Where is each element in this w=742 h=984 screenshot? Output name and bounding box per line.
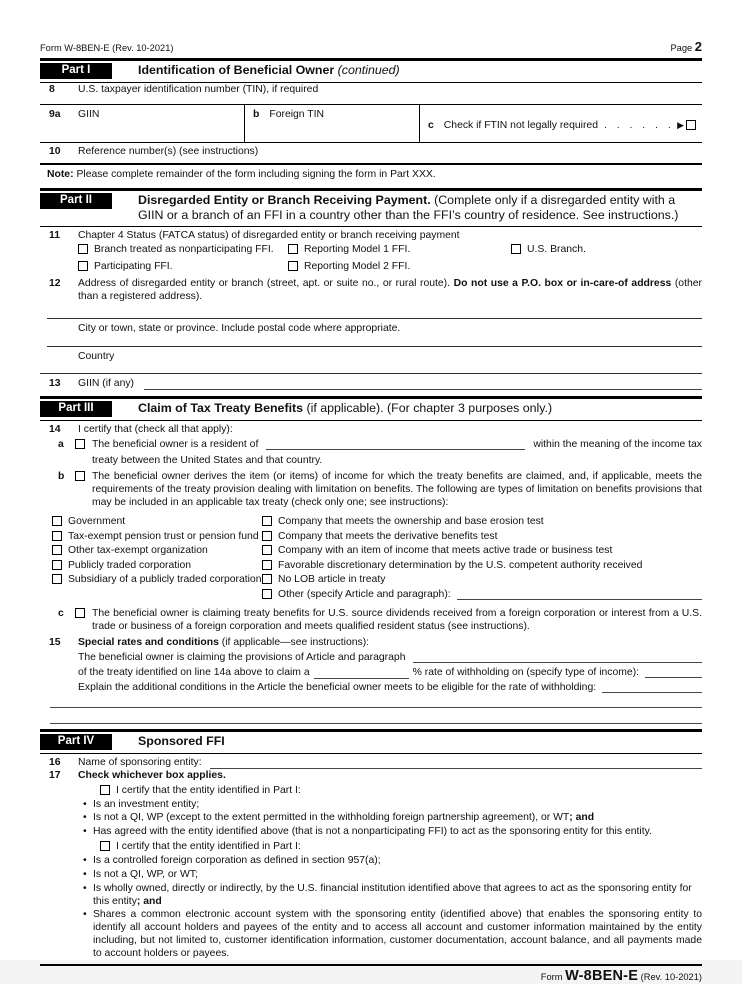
rate-input-line[interactable]	[314, 667, 409, 679]
option-label: Company that meets the ownership and base erosion test	[278, 516, 544, 527]
part1-title-text: Identification of Beneficial Owner	[138, 63, 335, 77]
part1-header	[40, 61, 702, 83]
line14c-text: The beneficial owner is claiming treaty benefits for U.S. source dividends received from a foreign corporation or interest from a U.S. trade or business of a foreign corporation and meets qualified resident status (see instructions).	[92, 607, 702, 632]
lob-no-lob-article[interactable]	[262, 573, 702, 588]
certify-2-text: I certify that the entity identified in Part I:	[116, 841, 301, 853]
line11	[40, 227, 702, 277]
option-label: U.S. Branch.	[527, 244, 586, 255]
line14-number: 14	[49, 424, 61, 435]
bullet-item	[83, 908, 702, 960]
address-input-line[interactable]	[47, 303, 702, 319]
part4-header	[40, 732, 702, 754]
giin-input-line[interactable]	[144, 378, 702, 390]
line9c-number: c	[428, 119, 434, 131]
bullet-item	[83, 882, 702, 908]
bullet-icon: •	[83, 812, 87, 824]
option-label: Government	[68, 516, 126, 527]
part2-title-text: Disregarded Entity or Branch Receiving Payment.	[138, 193, 431, 207]
checkbox-certify-2[interactable]	[100, 841, 110, 851]
part2-header	[40, 191, 702, 227]
lob-publicly-traded[interactable]	[52, 559, 262, 574]
country-label: Country	[78, 351, 115, 362]
line8-number: 8	[49, 84, 55, 95]
line17-number: 17	[49, 769, 61, 781]
option-label: Company that meets the derivative benefits test	[278, 530, 498, 542]
note-label: Note:	[47, 169, 74, 180]
city-label: City or town, state or province. Include postal code where appropriate.	[78, 323, 401, 334]
line15-row3-text: Explain the additional conditions in the Article the beneficial owner meets to be eligible for the rate of withholding:	[78, 681, 597, 693]
lob-options	[40, 515, 702, 603]
bullet-text: Is not a QI, WP, or WT;	[93, 868, 198, 880]
line14a-letter: a	[58, 439, 64, 450]
checkbox[interactable]	[288, 261, 298, 271]
lob-pension[interactable]	[52, 530, 262, 545]
part1-title-note: (continued)	[337, 63, 400, 77]
conditions-input-line-2[interactable]	[50, 707, 702, 708]
income-type-input-line[interactable]	[645, 666, 702, 678]
city-input-row[interactable]	[47, 319, 702, 347]
line11-number: 11	[49, 230, 60, 241]
bullet-icon: •	[83, 882, 87, 894]
option-label: Tax-exempt pension trust or pension fund	[68, 530, 259, 542]
line15-title	[78, 636, 702, 649]
lob-derivative-benefits[interactable]	[262, 530, 702, 545]
line9c-label: Check if FTIN not legally required	[443, 119, 598, 131]
option-label: Reporting Model 1 FFI.	[304, 244, 411, 255]
part2-title	[138, 193, 702, 223]
lob-active-trade[interactable]	[262, 544, 702, 559]
line9a-number: 9a	[49, 109, 61, 120]
page-indicator	[670, 40, 702, 55]
page-header	[40, 40, 702, 55]
line15-row3	[78, 679, 702, 694]
option-reporting-model2[interactable]	[288, 260, 511, 273]
part3-title-note: (if applicable). (For chapter 3 purposes only.)	[303, 401, 553, 415]
line14c	[40, 607, 702, 633]
option-label: Branch treated as nonparticipating FFI.	[94, 244, 274, 255]
checkbox-14a[interactable]	[75, 439, 85, 449]
footer-form-word: Form	[540, 971, 563, 982]
bullet-text: Shares a common electronic account system with the sponsoring entity (identified above) that enables the sponsoring entity to identify all account holders and payees of the entity and to access all account and customer information maintained by the entity including, but not limited to, customer identification information, customer documentation, account balance, and all payments made to account holders or payees.	[93, 908, 702, 959]
line12-text-bold: Do not use a P.O. box or in-care-of address	[453, 278, 672, 289]
line17	[40, 769, 702, 960]
checkbox[interactable]	[262, 516, 272, 526]
line14	[40, 421, 702, 436]
option-participating-ffi[interactable]	[78, 260, 288, 273]
line9b-number: b	[253, 109, 260, 120]
line15-title-bold: Special rates and conditions	[78, 636, 219, 648]
line13	[40, 374, 702, 394]
footer-revision: (Rev. 10-2021)	[640, 971, 702, 982]
checkbox[interactable]	[52, 560, 62, 570]
certify-option-1[interactable]	[100, 784, 702, 798]
bullet-text: Is wholly owned, directly or indirectly, by the U.S. financial institution identified above that agrees to act as the sponsoring entity for this entity; and	[93, 882, 692, 907]
lob-other-input-line[interactable]	[457, 588, 702, 600]
note-text: Please complete remainder of the form including signing the form in Part XXX.	[76, 169, 436, 180]
checkbox[interactable]	[262, 545, 272, 555]
conditions-input-line[interactable]	[602, 681, 702, 693]
line11-label: Chapter 4 Status (FATCA status) of disregarded entity or branch receiving payment	[78, 230, 460, 241]
line9c-check-group	[677, 119, 696, 132]
line9-row	[40, 105, 702, 143]
line15-number: 15	[49, 636, 61, 648]
line12-number: 12	[49, 278, 61, 289]
lob-other-tax-exempt[interactable]	[52, 544, 262, 559]
line13-number: 13	[49, 378, 61, 389]
line9a-cell[interactable]	[40, 105, 245, 142]
option-label: Reporting Model 2 FFI.	[304, 261, 411, 272]
certify-1-text: I certify that the entity identified in Part I:	[116, 784, 301, 796]
line14a	[40, 438, 702, 467]
checkbox[interactable]	[262, 574, 272, 584]
checkbox-14c[interactable]	[75, 608, 85, 618]
checkbox[interactable]	[52, 545, 62, 555]
checkbox[interactable]	[52, 531, 62, 541]
line15-row1	[78, 649, 702, 664]
part4-title-text: Sponsored FFI	[138, 733, 225, 748]
line16	[40, 754, 702, 769]
line10	[40, 143, 702, 165]
line9b-cell[interactable]	[245, 105, 420, 142]
line14a-text-after: within the meaning of the income tax	[533, 439, 702, 450]
line15-row2	[78, 664, 702, 679]
checkbox[interactable]	[52, 574, 62, 584]
line14c-letter: c	[58, 607, 64, 619]
option-label: Participating FFI.	[94, 261, 173, 272]
option-label: Other (specify Article and paragraph):	[278, 588, 451, 600]
checkbox-ftin-not-required[interactable]	[686, 120, 696, 130]
checkbox[interactable]	[52, 516, 62, 526]
checkbox[interactable]	[262, 589, 272, 599]
conditions-input-line-3[interactable]	[50, 723, 702, 724]
part4-title	[138, 734, 225, 749]
note-row	[40, 165, 702, 181]
bullet-icon: •	[83, 868, 87, 880]
checkbox[interactable]	[511, 244, 521, 254]
line9a-label: GIIN	[78, 109, 100, 120]
bullet-item	[83, 811, 702, 825]
bullet-text: Is an investment entity;	[93, 798, 200, 810]
line14a-text-line2: treaty between the United States and that country.	[92, 455, 323, 466]
option-us-branch[interactable]	[511, 243, 702, 256]
line9c-cell	[420, 105, 702, 142]
footer-form-name: W-8BEN-E	[565, 967, 639, 984]
checkbox[interactable]	[288, 244, 298, 254]
bullet-item	[83, 798, 702, 812]
line13-label: GIIN (if any)	[78, 378, 135, 389]
line14b-letter: b	[58, 471, 65, 482]
option-reporting-model1[interactable]	[288, 243, 511, 256]
checkbox-14b[interactable]	[75, 471, 85, 481]
checkbox[interactable]	[78, 244, 88, 254]
checkbox[interactable]	[78, 261, 88, 271]
bullet-icon: •	[83, 855, 87, 867]
lob-subsidiary[interactable]	[52, 573, 262, 588]
line11-options	[78, 243, 702, 277]
line14a-text: The beneficial owner is a resident of	[92, 439, 259, 450]
line12-text: Address of disregarded entity or branch (street, apt. or suite no., or rural route).	[78, 278, 454, 289]
line14-label: I certify that (check all that apply):	[78, 424, 233, 435]
part4-badge: Part IV	[40, 734, 112, 750]
line15	[40, 636, 702, 694]
part3-badge: Part III	[40, 401, 112, 417]
article-paragraph-input-line[interactable]	[413, 651, 702, 663]
line15-title-rest: (if applicable—see instructions):	[218, 636, 370, 648]
line12-label	[78, 277, 702, 303]
line10-number: 10	[49, 146, 61, 157]
part3-title-text: Claim of Tax Treaty Benefits	[138, 401, 304, 415]
line15-row2-text-a: of the treaty identified on line 14a above to claim a	[78, 666, 310, 678]
option-label: Favorable discretionary determination by the U.S. competent authority received	[278, 559, 643, 571]
form-reference: Form W-8BEN-E (Rev. 10-2021)	[40, 43, 174, 53]
option-label: Other tax-exempt organization	[68, 545, 208, 557]
dotted-leader: . . . . . .	[603, 119, 671, 131]
lob-favorable-determination[interactable]	[262, 559, 702, 574]
line12-text: (other than a registered address).	[78, 278, 702, 302]
part3-header	[40, 399, 702, 421]
part1-title	[138, 63, 400, 78]
bullet-text: Is a controlled foreign corporation as defined in section 957(a);	[93, 855, 381, 867]
part2-title-note: (Complete only if a disregarded entity with a GIIN or a branch of an FFI in a country other than the FFI’s country of residence. See instructions.)	[138, 193, 679, 222]
bullet-icon: •	[83, 825, 87, 837]
option-branch-nonparticipating[interactable]	[78, 243, 288, 256]
option-label: Company with an item of income that meets active trade or business test	[278, 545, 613, 557]
part3-title	[138, 401, 552, 416]
checkbox[interactable]	[262, 560, 272, 570]
line8	[40, 83, 702, 105]
line14b	[40, 470, 702, 509]
option-label: Publicly traded corporation	[68, 559, 192, 571]
bullet-item	[83, 868, 702, 882]
arrow-right-icon: ▶	[677, 119, 684, 130]
option-label: Subsidiary of a publicly traded corporation	[68, 574, 262, 586]
bullet-item	[83, 854, 702, 868]
line8-label: U.S. taxpayer identification number (TIN), if required	[78, 84, 319, 95]
checkbox-certify-1[interactable]	[100, 785, 110, 795]
part1-badge: Part I	[40, 63, 112, 79]
bullet-item	[83, 825, 702, 839]
line17-label: Check whichever box applies.	[78, 769, 226, 781]
checkbox[interactable]	[262, 531, 272, 541]
certify-option-2[interactable]	[100, 840, 702, 854]
part2-badge: Part II	[40, 193, 112, 209]
lob-government[interactable]	[52, 515, 262, 530]
bullet-icon: •	[83, 908, 87, 920]
lob-other[interactable]	[262, 588, 702, 603]
line16-label: Name of sponsoring entity:	[78, 756, 202, 768]
sponsoring-entity-input-line[interactable]	[210, 757, 702, 769]
line9b-label: Foreign TIN	[269, 109, 325, 120]
line16-number: 16	[49, 756, 61, 768]
page-footer	[40, 966, 702, 984]
line14b-text: The beneficial owner derives the item (or items) of income for which the treaty benefits are claimed, and, if applicable, meets the requirements of the treaty provision dealing with limitation on benefits. The following are types of limitation on benefits provisions that may be included in an applicable tax treaty (check only one; see instructions):	[92, 471, 702, 508]
page-word: Page	[670, 43, 693, 53]
lob-ownership-base-erosion[interactable]	[262, 515, 702, 530]
option-label: No LOB article in treaty	[278, 574, 386, 586]
line12	[40, 277, 702, 303]
bullet-text: Has agreed with the entity identified above (that is not a nonparticipating FFI) to act as the sponsoring entity for this entity.	[93, 825, 652, 837]
line10-label: Reference number(s) (see instructions)	[78, 146, 259, 157]
page-number: 2	[694, 39, 702, 54]
bullet-icon: •	[83, 798, 87, 810]
resident-country-input-line[interactable]	[266, 438, 525, 450]
line15-row2-text-b: % rate of withholding on (specify type of income):	[412, 666, 640, 678]
line15-row1-text: The beneficial owner is claiming the provisions of Article and paragraph	[78, 651, 406, 663]
country-input-row[interactable]	[40, 347, 702, 374]
bullet-text: Is not a QI, WP (except to the extent permitted in the withholding foreign partnership agreement), or WT; and	[93, 812, 595, 824]
